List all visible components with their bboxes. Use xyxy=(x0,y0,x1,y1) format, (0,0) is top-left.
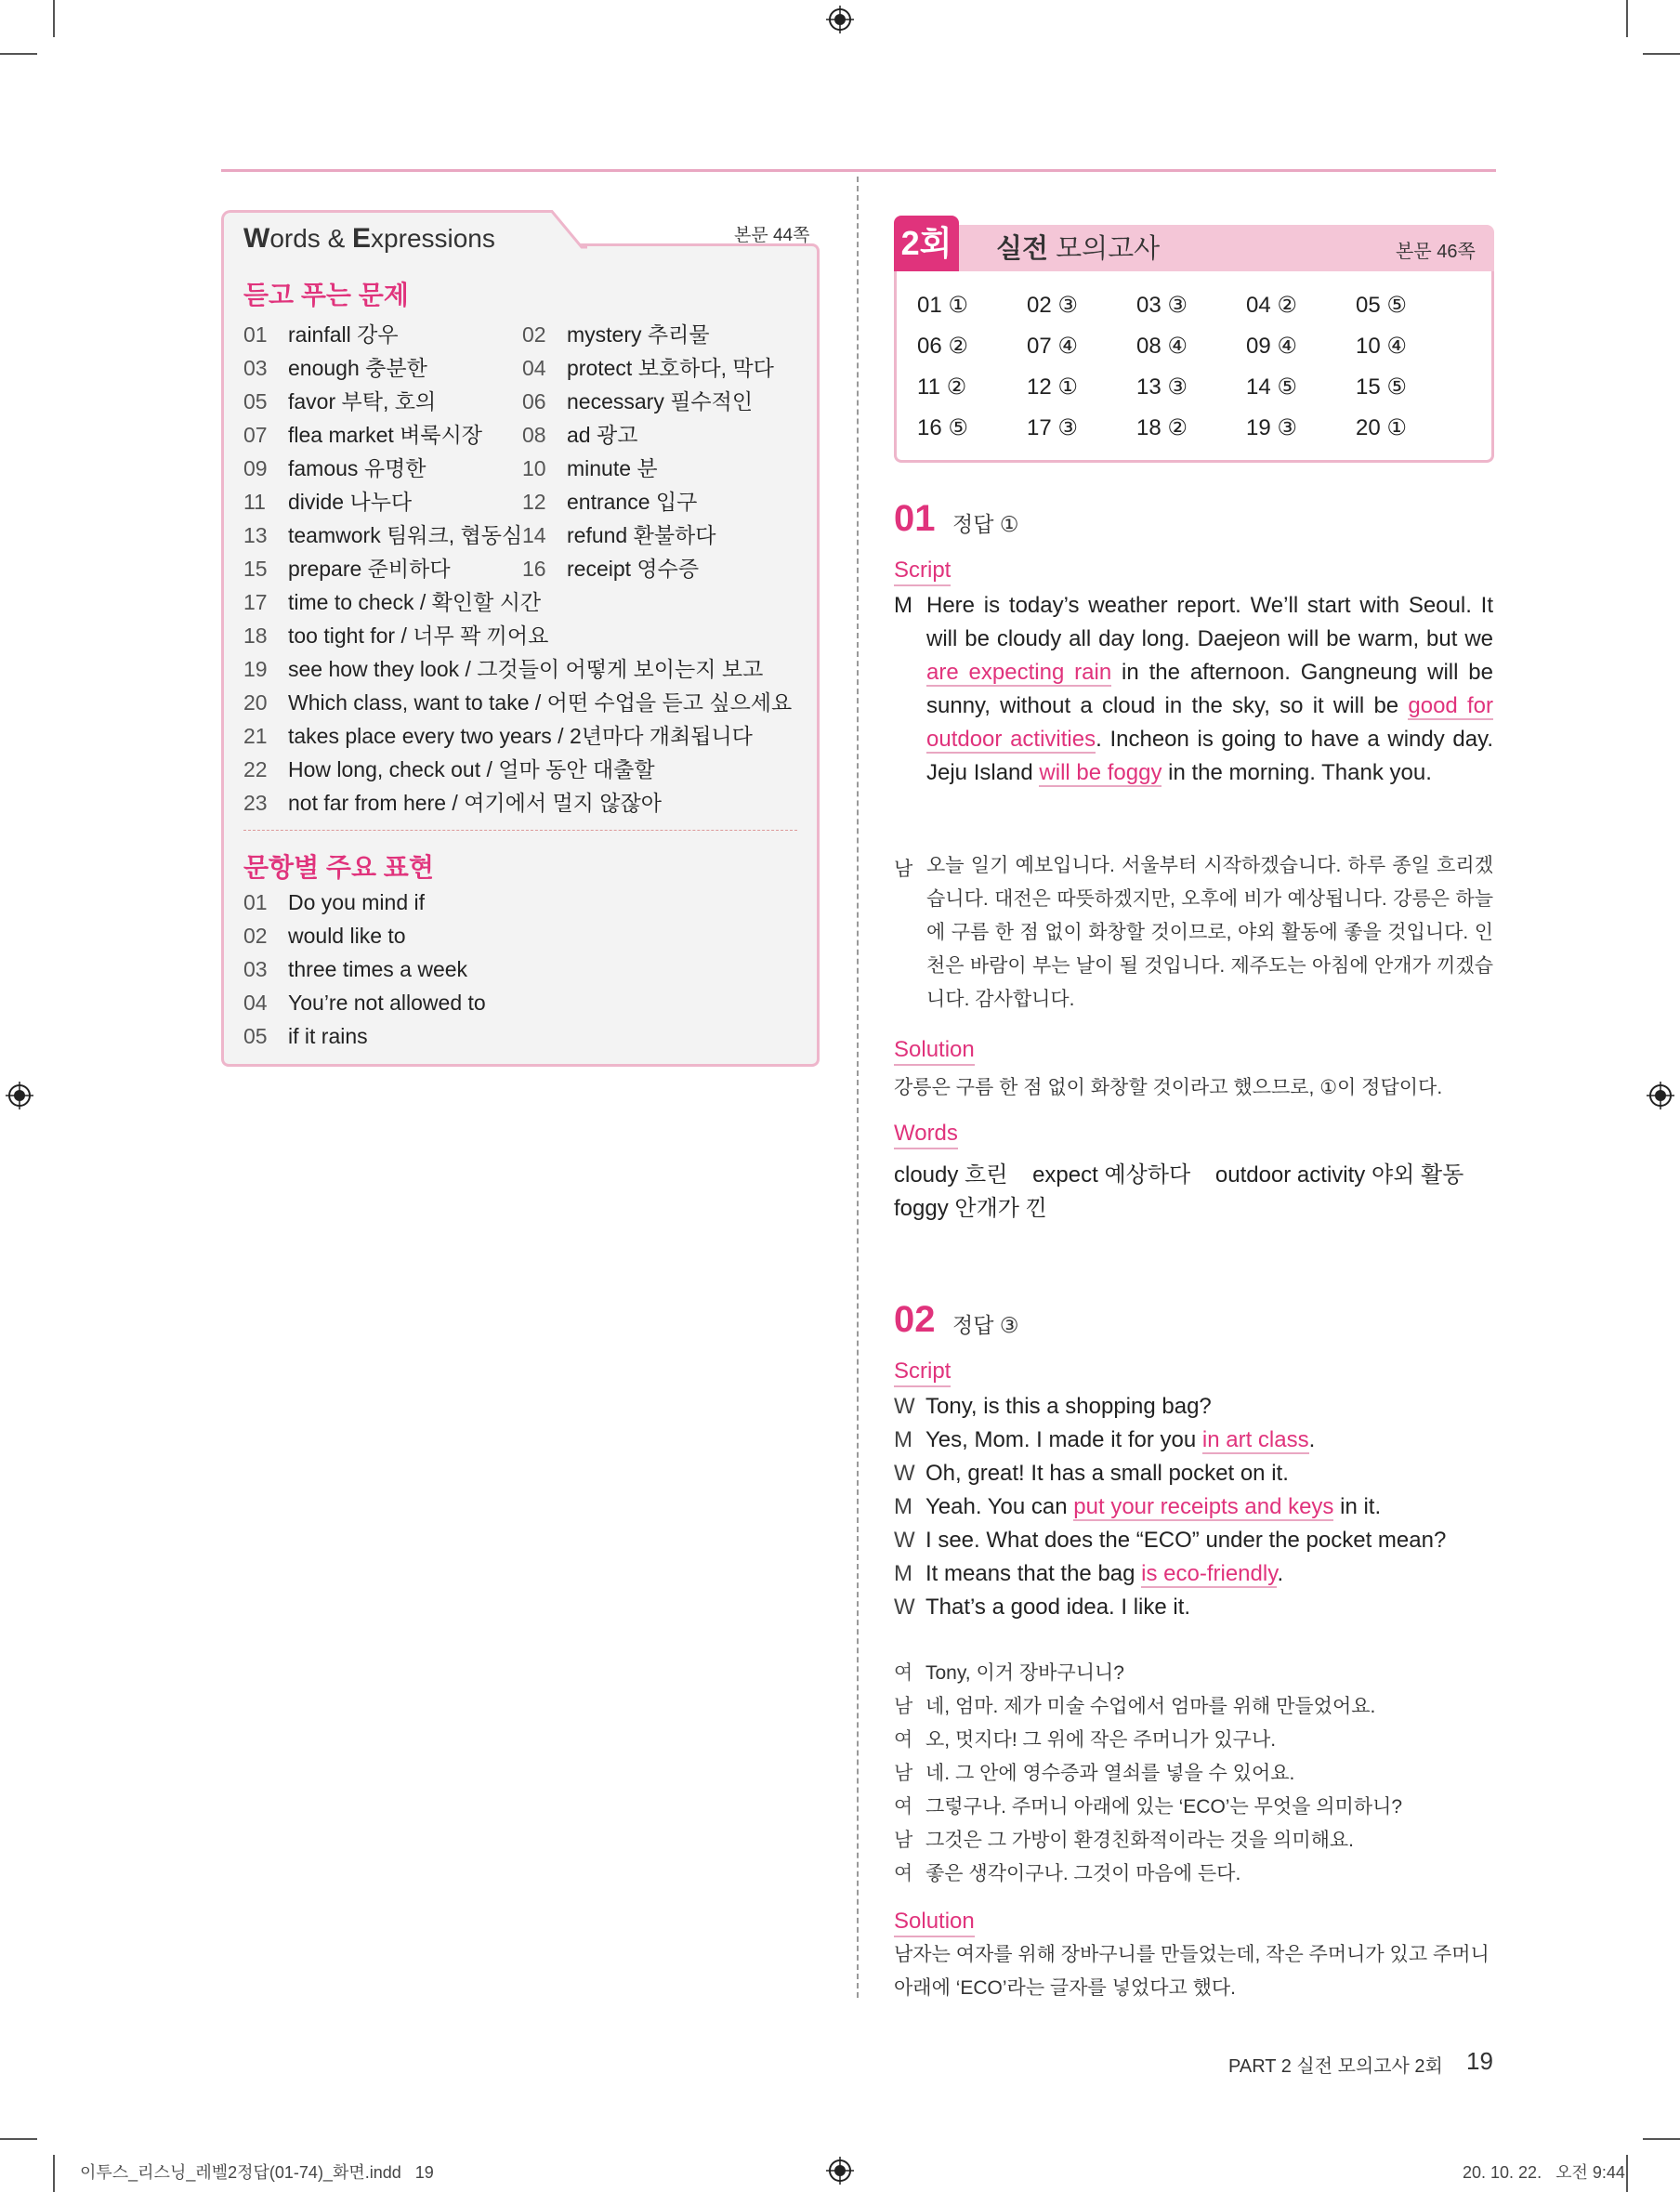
answer-item: 17 ③ xyxy=(1027,415,1078,440)
word-item xyxy=(243,890,425,915)
item-number: 22 xyxy=(243,757,268,781)
dialogue-line xyxy=(894,1528,1446,1554)
word-item xyxy=(243,719,753,750)
crop-mark xyxy=(1643,53,1680,55)
item-number: 19 xyxy=(243,657,268,681)
crop-mark xyxy=(0,53,37,55)
item-text: too tight for / 너무 꽉 끼어요 xyxy=(288,623,549,648)
highlight-phrase: good for outdoor activities xyxy=(926,693,1493,752)
answer-item: 04 ② xyxy=(1246,293,1297,318)
words-line: foggy 안개가 낀 xyxy=(894,1196,1047,1221)
crop-mark xyxy=(53,0,55,37)
item-text: time to check / 확인할 시간 xyxy=(288,590,542,614)
solution-label: Solution xyxy=(894,1909,975,1937)
item-number: 03 xyxy=(243,356,268,380)
speaker-label: 여 xyxy=(894,1729,913,1751)
item-number: 17 xyxy=(243,590,268,614)
dialogue-line xyxy=(894,1461,1289,1487)
word-item xyxy=(522,552,699,583)
word-item xyxy=(243,385,436,415)
word-item xyxy=(522,351,774,382)
item-number: 01 xyxy=(243,322,268,347)
word-item xyxy=(243,1024,368,1049)
item-number: 03 xyxy=(243,957,268,981)
solution-text: 강릉은 구름 한 점 없이 화창할 것이라고 했으므로, ①이 정답이다. xyxy=(894,1077,1443,1098)
item-number: 05 xyxy=(243,1024,268,1048)
crop-mark xyxy=(1643,2138,1680,2140)
answer-item: 20 ① xyxy=(1356,415,1407,440)
item-text: entrance 입구 xyxy=(567,490,698,514)
item-text: prepare 준비하다 xyxy=(288,557,451,581)
words-line: cloudy 흐린 expect 예상하다 outdoor activity 야외 활동 xyxy=(894,1162,1464,1188)
line-text: 오, 멋지다! 그 위에 작은 주머니가 있구나. xyxy=(925,1729,1277,1751)
dialogue-line xyxy=(894,1561,1283,1587)
question-number: 01 xyxy=(894,498,936,539)
item-number: 13 xyxy=(243,523,268,547)
item-text: would like to xyxy=(288,924,406,948)
answer-item: 09 ④ xyxy=(1246,334,1297,359)
item-text: not far from here / 여기에서 멀지 않잖아 xyxy=(288,791,662,815)
dialogue-line xyxy=(894,1427,1315,1453)
item-number: 09 xyxy=(243,456,268,480)
item-text: receipt 영수증 xyxy=(567,557,700,581)
speaker-label: M xyxy=(894,1427,912,1452)
item-text: flea market 벼룩시장 xyxy=(288,423,483,447)
word-item xyxy=(522,385,753,415)
word-item xyxy=(243,619,548,650)
words-expressions-title: Words & Expressions xyxy=(243,223,495,254)
speaker-label: 남 xyxy=(894,1830,913,1851)
item-number: 08 xyxy=(522,423,546,447)
answer-item: 18 ② xyxy=(1136,415,1188,440)
line-text: Tony, is this a shopping bag? xyxy=(925,1394,1212,1419)
page-reference: 본문 44쪽 xyxy=(734,226,810,245)
answer-item: 01 ① xyxy=(917,293,968,318)
highlight-phrase: are expecting rain xyxy=(926,660,1112,685)
item-text: three times a week xyxy=(288,957,468,981)
item-text: if it rains xyxy=(288,1024,368,1048)
line-text: It means that the bag xyxy=(925,1561,1142,1586)
section-title-listening: 듣고 푸는 문제 xyxy=(243,281,409,309)
word-item xyxy=(243,452,426,482)
word-item xyxy=(243,924,406,949)
answer-item: 05 ⑤ xyxy=(1356,293,1407,318)
line-text: Tony, 이거 장바구니니? xyxy=(925,1662,1124,1684)
dialogue-line xyxy=(894,1494,1381,1520)
line-text: 네. 그 안에 영수증과 열쇠를 넣을 수 있어요. xyxy=(925,1763,1295,1784)
item-text: You’re not allowed to xyxy=(288,991,486,1015)
item-number: 20 xyxy=(243,690,268,715)
registration-mark-icon xyxy=(6,1082,33,1109)
word-item xyxy=(243,485,412,516)
highlight-phrase: is eco-friendly xyxy=(1141,1561,1278,1586)
speaker-label: 여 xyxy=(894,1662,913,1684)
answer-title: 실전 모의고사 xyxy=(996,234,1161,264)
answer-page-reference: 본문 46쪽 xyxy=(1396,242,1476,262)
word-item xyxy=(243,351,427,382)
crop-mark xyxy=(53,2155,55,2192)
print-slug-date: 20. 10. 22. 오전 9:44 xyxy=(1463,2163,1625,2182)
item-text: refund 환불하다 xyxy=(567,523,716,547)
crop-mark xyxy=(1626,0,1628,37)
item-text: famous 유명한 xyxy=(288,456,427,480)
item-number: 10 xyxy=(522,456,546,480)
speaker-label: M xyxy=(894,593,912,618)
item-number: 02 xyxy=(243,924,268,948)
line-text: 좋은 생각이구나. 그것이 마음에 든다. xyxy=(925,1863,1241,1884)
crop-mark xyxy=(0,2138,37,2140)
section-title-expressions: 문항별 주요 표현 xyxy=(243,853,434,882)
word-item xyxy=(243,418,482,449)
crop-mark xyxy=(1626,2155,1628,2192)
words-label: Words xyxy=(894,1121,958,1149)
answer-item: 13 ③ xyxy=(1136,374,1188,400)
item-number: 23 xyxy=(243,791,268,815)
word-item xyxy=(243,686,792,716)
answer-item: 06 ② xyxy=(917,334,968,359)
answer-item: 08 ④ xyxy=(1136,334,1188,359)
item-text: ad 광고 xyxy=(567,423,638,447)
highlight-phrase: put your receipts and keys xyxy=(1073,1494,1334,1519)
item-text: How long, check out / 얼마 동안 대출할 xyxy=(288,757,655,781)
item-text: rainfall 강우 xyxy=(288,322,399,347)
dialogue-line xyxy=(894,1394,1212,1420)
item-text: enough 충분한 xyxy=(288,356,427,380)
line-text: Yeah. You can xyxy=(925,1494,1074,1519)
question-answer: 정답 ① xyxy=(952,512,1019,536)
answer-item: 12 ① xyxy=(1027,374,1078,400)
speaker-label: W xyxy=(894,1528,915,1553)
item-number: 12 xyxy=(522,490,546,514)
word-item xyxy=(243,318,399,348)
speaker-label: M xyxy=(894,1494,912,1519)
line-text-end: in it. xyxy=(1333,1494,1382,1519)
item-number: 05 xyxy=(243,389,268,413)
question-number: 02 xyxy=(894,1299,936,1340)
registration-mark-icon xyxy=(826,2157,854,2185)
item-number: 16 xyxy=(522,557,546,581)
item-number: 07 xyxy=(243,423,268,447)
script-label: Script xyxy=(894,558,951,586)
answer-item: 16 ⑤ xyxy=(917,415,968,440)
answer-item: 11 ② xyxy=(917,374,967,400)
word-item xyxy=(243,786,662,817)
answer-item: 14 ⑤ xyxy=(1246,374,1297,400)
item-text: Do you mind if xyxy=(288,890,426,914)
item-text: divide 나누다 xyxy=(288,490,413,514)
line-text: 그것은 그 가방이 환경친화적이라는 것을 의미해요. xyxy=(925,1830,1355,1851)
line-text: Yes, Mom. I made it for you xyxy=(925,1427,1202,1452)
korean-dialogue-line xyxy=(894,1858,1240,1886)
item-number: 11 xyxy=(243,490,266,514)
speaker-label: 여 xyxy=(894,1796,913,1818)
item-text: favor 부탁, 호의 xyxy=(288,389,437,413)
item-text: mystery 추리물 xyxy=(567,322,710,347)
word-item xyxy=(243,585,541,616)
registration-mark-icon xyxy=(826,6,854,33)
korean-dialogue-line xyxy=(894,1758,1294,1786)
item-number: 02 xyxy=(522,322,546,347)
line-text: 네, 엄마. 제가 미술 수업에서 엄마를 위해 만들었어요. xyxy=(925,1696,1376,1717)
top-rule xyxy=(221,169,1496,172)
word-item xyxy=(243,652,763,683)
answer-item: 02 ③ xyxy=(1027,293,1078,318)
speaker-label: W xyxy=(894,1461,915,1486)
line-text-end: . xyxy=(1308,1427,1316,1452)
footer-part-title: PART 2 실전 모의고사 2회 xyxy=(1228,2056,1443,2077)
item-number: 15 xyxy=(243,557,268,581)
answer-item: 15 ⑤ xyxy=(1356,374,1407,400)
word-item xyxy=(522,452,658,482)
item-text: see how they look / 그것들이 어떻게 보이는지 보고 xyxy=(288,657,764,681)
answer-item: 10 ④ xyxy=(1356,334,1407,359)
line-text: That’s a good idea. I like it. xyxy=(925,1595,1191,1620)
speaker-label: W xyxy=(894,1394,915,1419)
column-divider xyxy=(857,177,859,1998)
item-number: 04 xyxy=(522,356,546,380)
item-text: teamwork 팀워크, 협동심 xyxy=(288,523,523,547)
item-number: 06 xyxy=(522,389,546,413)
script-label: Script xyxy=(894,1359,951,1387)
korean-dialogue-line xyxy=(894,1691,1375,1719)
item-text: minute 분 xyxy=(567,456,658,480)
item-number: 14 xyxy=(522,523,546,547)
item-text: protect 보호하다, 막다 xyxy=(567,356,774,380)
item-text: Which class, want to take / 어떤 수업을 듣고 싶으세요 xyxy=(288,690,793,715)
korean-dialogue-line xyxy=(894,1725,1276,1752)
speaker-label: M xyxy=(894,1561,912,1586)
page-number: 19 xyxy=(1466,2047,1493,2075)
speaker-label: 여 xyxy=(894,1863,913,1884)
korean-dialogue-line xyxy=(894,1658,1124,1686)
word-item xyxy=(243,753,655,783)
word-item xyxy=(522,518,715,549)
section-separator xyxy=(243,830,797,831)
item-number: 18 xyxy=(243,623,268,648)
word-item xyxy=(243,957,467,982)
word-item xyxy=(522,485,697,516)
script-paragraph: Here is today’s weather report. We’ll start with Seoul. It will be cloudy all day long. Daejeon will be warm, but we are expecting rain in the afternoon. Gangneung will be sunny, without a cloud in the sky, so it will be good for outdoor activities. Incheon is going to have a windy day. Jeju Island will be foggy in the morning. Thank you. xyxy=(926,593,1493,785)
solution-text: 남자는 여자를 위해 장바구니를 만들었는데, 작은 주머니가 있고 주머니 아래에 ‘ECO’라는 글자를 넣었다고 했다. xyxy=(894,1944,1490,1999)
item-number: 01 xyxy=(243,890,268,914)
word-item xyxy=(243,991,486,1016)
highlight-phrase: will be foggy xyxy=(1039,760,1162,785)
word-item xyxy=(243,552,451,583)
speaker-label: 남 xyxy=(894,1696,913,1717)
item-text: necessary 필수적인 xyxy=(567,389,754,413)
answer-item: 03 ③ xyxy=(1136,293,1188,318)
item-number: 04 xyxy=(243,991,268,1015)
line-text: Oh, great! It has a small pocket on it. xyxy=(925,1461,1289,1486)
word-item xyxy=(243,518,522,549)
word-item xyxy=(522,318,710,348)
question-answer: 정답 ③ xyxy=(952,1313,1019,1337)
speaker-label: 남 xyxy=(894,1763,913,1784)
item-number: 21 xyxy=(243,724,268,748)
registration-mark-icon xyxy=(1647,1082,1674,1109)
highlight-phrase: in art class xyxy=(1201,1427,1309,1452)
korean-translation: 오늘 일기 예보입니다. 서울부터 시작하겠습니다. 하루 종일 흐리겠습니다. 대전은 따뜻하겠지만, 오후에 비가 예상됩니다. 강릉은 하늘에 구름 한 점 없이 화창할 것이므로, 야외 활동에 좋을 것입니다. 인천은 바람이 부는 날이 될 것입니다. 제주도는 아침에 안개가 끼겠습니다. 감사합니다. xyxy=(926,855,1493,1010)
korean-dialogue-line xyxy=(894,1825,1354,1853)
speaker-label: W xyxy=(894,1595,915,1620)
word-item xyxy=(522,418,637,449)
line-text-end: . xyxy=(1277,1561,1284,1586)
dialogue-line xyxy=(894,1595,1190,1621)
line-text: 그렇구나. 주머니 아래에 있는 ‘ECO’는 무엇을 의미하니? xyxy=(925,1796,1403,1818)
solution-label: Solution xyxy=(894,1037,975,1066)
answer-item: 19 ③ xyxy=(1246,415,1297,440)
answer-item: 07 ④ xyxy=(1027,334,1078,359)
korean-speaker-label: 남 xyxy=(894,859,913,880)
round-badge: 2회 xyxy=(894,216,959,271)
line-text: I see. What does the “ECO” under the pocket mean? xyxy=(925,1528,1447,1553)
korean-dialogue-line xyxy=(894,1792,1402,1819)
item-text: takes place every two years / 2년마다 개최됩니다 xyxy=(288,724,753,748)
print-slug-file: 이투스_리스닝_레벨2정답(01-74)_화면.indd 19 xyxy=(80,2163,434,2182)
